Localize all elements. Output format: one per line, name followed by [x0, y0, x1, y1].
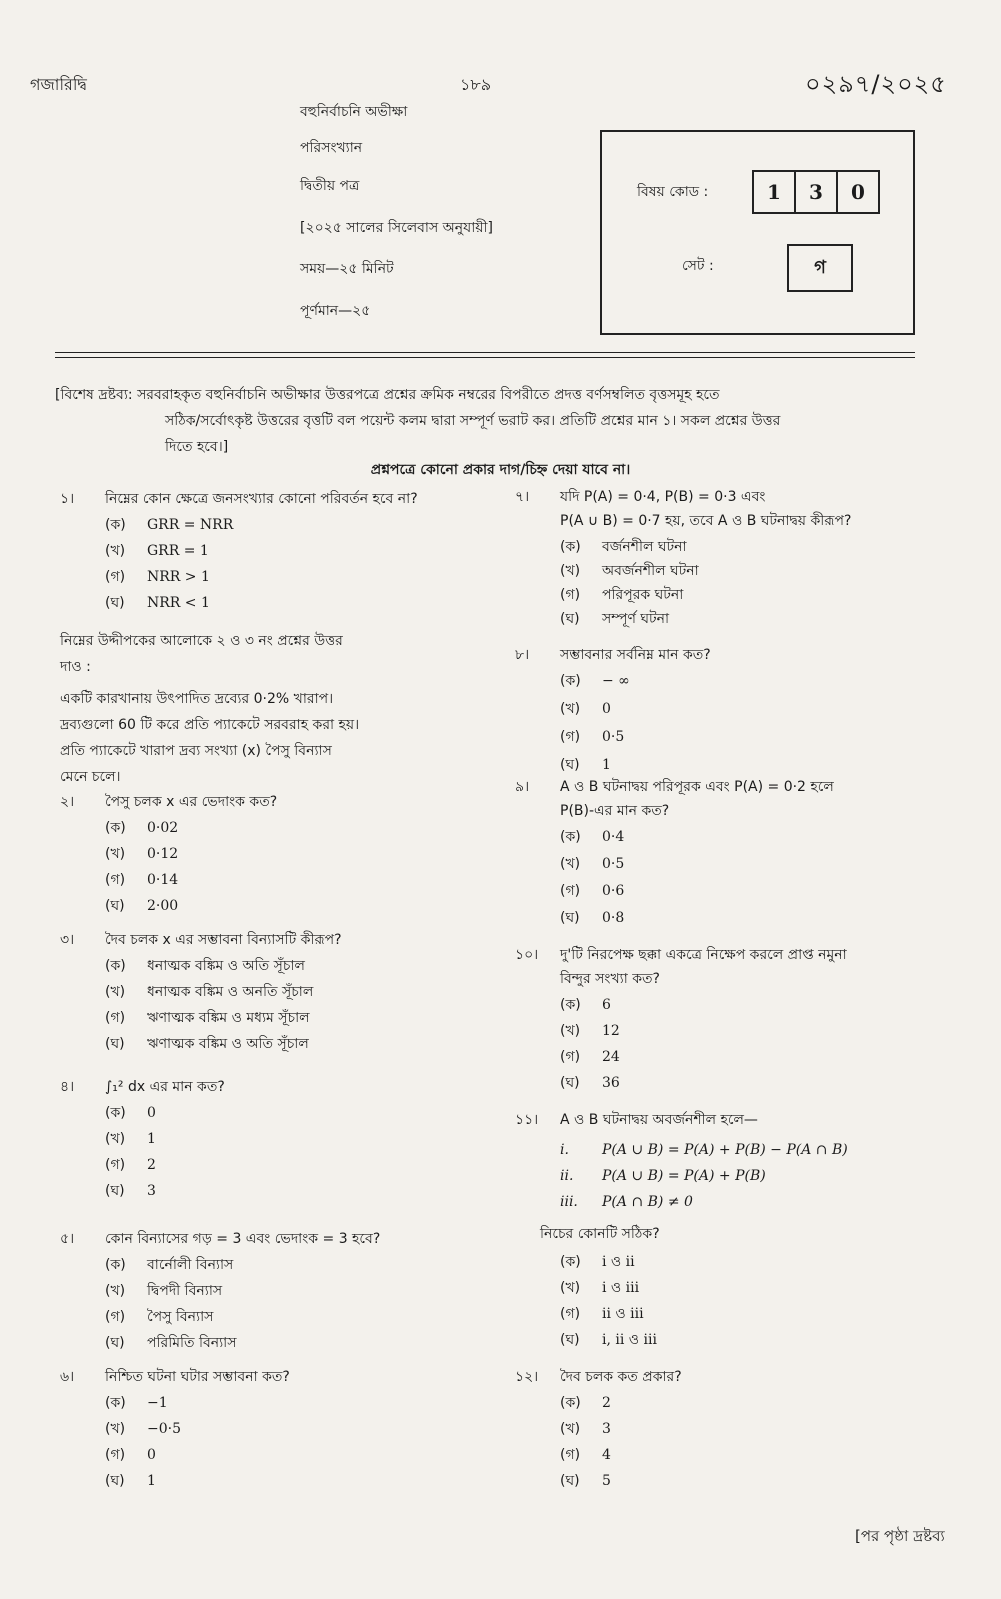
statement: [560, 1138, 848, 1162]
option-label: (ক): [105, 517, 126, 533]
option-text: বর্জনশীল ঘটনা: [602, 539, 687, 555]
option-text: 1: [147, 1473, 156, 1489]
statement: [560, 1164, 766, 1188]
option: [560, 607, 669, 631]
question-text: দৈব চলক x এর সম্ভাবনা বিন্যাসটি কীরূপ?: [105, 932, 342, 948]
option-text: 1: [602, 757, 611, 773]
serial-number: ০২৯৭/২০২৫: [805, 70, 947, 98]
code-digit: 0: [851, 180, 865, 204]
option: [105, 539, 209, 563]
question-text-cont: বিন্দুর সংখ্যা কত?: [560, 971, 660, 987]
question-prompt: নিচের কোনটি সঠিক?: [540, 1226, 660, 1242]
next-page-note: [পর পৃষ্ঠা দ্রষ্টব্য: [855, 1527, 945, 1545]
option-label: (ক): [105, 1395, 126, 1411]
question-number: ১০।: [515, 947, 539, 963]
option: [105, 1331, 236, 1355]
option-text: 3: [147, 1183, 156, 1199]
option: [560, 879, 624, 903]
page-number: ১৮৯: [460, 75, 492, 94]
option-label: (ক): [560, 997, 581, 1013]
option-label: (ক): [560, 1254, 581, 1270]
option-label: (খ): [105, 984, 126, 1000]
option-text: দ্বিপদী বিন্যাস: [147, 1283, 223, 1299]
question-text: সম্ভাবনার সর্বনিম্ন মান কত?: [560, 647, 711, 663]
option: [560, 825, 624, 849]
question-text: পৈসু চলক x এর ভেদাংক কত?: [105, 794, 278, 810]
option-label: (ঘ): [560, 757, 580, 773]
subject-code-box: [600, 130, 915, 335]
option-text: 0·6: [602, 883, 625, 899]
special-note: [55, 382, 925, 455]
option-text: 0: [147, 1105, 156, 1121]
exam-type: বহুনির্বাচনি অভীক্ষা: [300, 104, 408, 120]
option: [105, 1391, 168, 1415]
question-number: ২।: [60, 794, 75, 810]
question-number: ১১।: [515, 1112, 539, 1128]
option-label: (খ): [560, 1023, 581, 1039]
option-label: (খ): [105, 1131, 126, 1147]
option-text: −0·5: [147, 1421, 181, 1437]
option-label: (খ): [560, 563, 581, 579]
option-label: (গ): [560, 883, 581, 899]
question-text: নিম্নের কোন ক্ষেত্রে জনসংখ্যার কোনো পরিবর্তন হবে না?: [105, 491, 418, 507]
question-text-cont: P(A ∪ B) = 0·7 হয়, তবে A ও B ঘটনাদ্বয় কীরূপ?: [560, 513, 852, 529]
option-text: 0·14: [147, 872, 179, 888]
option-label: (ক): [560, 539, 581, 555]
option-label: (গ): [560, 587, 581, 603]
note-label: [বিশেষ দ্রষ্টব্য:: [55, 387, 133, 403]
subject-code-label: বিষয় কোড :: [637, 184, 709, 200]
option-text: 0·8: [602, 910, 625, 926]
option-text: i ও ii: [602, 1254, 635, 1270]
stem-body-line: দ্রব্যগুলো 60 টি করে প্রতি প্যাকেটে সরবরাহ করা হয়।: [60, 717, 360, 733]
option-text: সম্পূর্ণ ঘটনা: [602, 611, 670, 627]
divider: [55, 352, 915, 353]
option-label: (ঘ): [560, 611, 580, 627]
option-text: অবর্জনশীল ঘটনা: [602, 563, 699, 579]
question-number: ৮।: [515, 647, 530, 663]
question-text: নিশ্চিত ঘটনা ঘটার সম্ভাবনা কত?: [105, 1369, 290, 1385]
statement-text: P(A ∪ B) = P(A) + P(B) − P(A ∩ B): [602, 1142, 848, 1158]
exam-paper: দ্বিতীয় পত্র: [300, 178, 360, 194]
option-text: ঋণাত্মক বঙ্কিম ও মধ্যম সূঁচাল: [147, 1010, 310, 1026]
option: [560, 993, 611, 1017]
note-line1: সরবরাহকৃত বহুনির্বাচনি অভীক্ষার উত্তরপত্রে প্রশ্নের ক্রমিক নম্বরের বিপরীতে প্রদত্ত বর্ণসম্বলিত বৃত্তসমূহ হতে: [137, 387, 720, 403]
warning-text: প্রশ্নপত্রে কোনো প্রকার দাগ/চিহ্ন দেয়া যাবে না।: [370, 462, 631, 478]
stem-intro-line: দাও :: [60, 659, 91, 675]
option-label: (খ): [560, 856, 581, 872]
stem-body-line: একটি কারখানায় উৎপাদিত দ্রব্যের 0·2% খারাপ।: [60, 691, 334, 707]
option-text: 0·02: [147, 820, 179, 836]
option-text: 0·12: [147, 846, 179, 862]
question-text: A ও B ঘটনাদ্বয় অবর্জনশীল হলে—: [560, 1112, 758, 1128]
option: [105, 1179, 156, 1203]
code-digit: 3: [796, 172, 838, 212]
exam-syllabus: [২০২৫ সালের সিলেবাস অনুযায়ী]: [300, 220, 494, 236]
option-text: NRR > 1: [147, 569, 210, 585]
question-text: যদি P(A) = 0·4, P(B) = 0·3 এবং: [560, 489, 766, 505]
option-label: (গ): [105, 569, 126, 585]
option-text: 3: [602, 1421, 611, 1437]
option: [560, 1302, 644, 1326]
question-text: দু'টি নিরপেক্ষ ছক্কা একত্রে নিক্ষেপ করলে প্রাপ্ত নমুনা: [560, 947, 847, 963]
option: [560, 669, 630, 693]
option: [560, 1019, 620, 1043]
option: [560, 852, 624, 876]
option: [560, 753, 611, 777]
option-label: (খ): [560, 1421, 581, 1437]
option: [105, 954, 305, 978]
option: [105, 565, 210, 589]
option: [105, 1469, 156, 1493]
option: [105, 1253, 233, 1277]
exam-subject: পরিসংখ্যান: [300, 140, 363, 156]
option-label: (ক): [560, 829, 581, 845]
question-text-cont: P(B)-এর মান কত?: [560, 803, 670, 819]
option: [105, 868, 178, 892]
note-line3: দিতে হবে।]: [165, 439, 229, 455]
option-label: (ঘ): [560, 910, 580, 926]
option-label: (গ): [105, 872, 126, 888]
divider: [55, 357, 915, 358]
option: [105, 1153, 156, 1177]
option: [560, 906, 624, 930]
option-label: (ক): [560, 673, 581, 689]
option-text: 0·5: [602, 856, 625, 872]
option: [560, 583, 683, 607]
option-label: (ঘ): [105, 1335, 125, 1351]
option-label: (খ): [105, 543, 126, 559]
school-name: গজারিদ্বি: [30, 75, 87, 94]
question-number: ৪।: [60, 1079, 75, 1095]
option-text: 0·4: [602, 829, 625, 845]
option-label: (গ): [560, 1447, 581, 1463]
code-digit: 1: [754, 172, 796, 212]
option: [105, 842, 178, 866]
option-label: (খ): [105, 1283, 126, 1299]
option-text: ঋণাত্মক বঙ্কিম ও অতি সূঁচাল: [147, 1036, 309, 1052]
question-text: দৈব চলক কত প্রকার?: [560, 1369, 682, 1385]
option: [105, 1279, 222, 1303]
option-text: বার্নোলী বিন্যাস: [147, 1257, 234, 1273]
option-text: ii ও iii: [602, 1306, 644, 1322]
option-label: (ক): [105, 820, 126, 836]
stem-intro-line: নিম্নের উদ্দীপকের আলোকে ২ ও ৩ নং প্রশ্নের উত্তর: [60, 633, 343, 649]
set-value: গ: [787, 244, 853, 292]
option-text: 6: [602, 997, 611, 1013]
option-label: (খ): [560, 1280, 581, 1296]
option-text: 0·5: [602, 729, 625, 745]
option-text: ধনাত্মক বঙ্কিম ও অনতি সূঁচাল: [147, 984, 314, 1000]
question-text: কোন বিন্যাসের গড় = 3 এবং ভেদাংক = 3 হবে?: [105, 1231, 381, 1247]
option: [560, 1250, 635, 1274]
question-number: ৭।: [515, 489, 530, 505]
option-label: (খ): [105, 1421, 126, 1437]
option: [105, 1032, 309, 1056]
option: [560, 1276, 639, 1300]
option-label: (ঘ): [105, 595, 125, 611]
option-label: (গ): [560, 729, 581, 745]
option-text: i ও iii: [602, 1280, 640, 1296]
option-label: (ক): [105, 1105, 126, 1121]
subject-code-digits: [752, 170, 880, 214]
statement: [560, 1190, 693, 1214]
statement-text: P(A ∩ B) ≠ 0: [602, 1194, 693, 1210]
option: [560, 559, 699, 583]
option-label: (ঘ): [560, 1332, 580, 1348]
statement-label: iii.: [560, 1194, 578, 1210]
option-text: − ∞: [602, 673, 630, 689]
option: [560, 697, 611, 721]
option-text: ধনাত্মক বঙ্কিম ও অতি সূঁচাল: [147, 958, 305, 974]
option-text: 12: [602, 1023, 620, 1039]
option: [560, 1391, 611, 1415]
option: [560, 1328, 657, 1352]
option-label: (গ): [105, 1309, 126, 1325]
statement-label: ii.: [560, 1168, 574, 1184]
option-text: −1: [147, 1395, 168, 1411]
option: [560, 725, 624, 749]
option-label: (ক): [105, 958, 126, 974]
option-text: i, ii ও iii: [602, 1332, 657, 1348]
option-label: (গ): [560, 1306, 581, 1322]
option-label: (ক): [105, 1257, 126, 1273]
option-text: 4: [602, 1447, 611, 1463]
question-number: ৯।: [515, 779, 530, 795]
option-text: 24: [602, 1049, 620, 1065]
option: [105, 1417, 181, 1441]
option-label: (গ): [105, 1447, 126, 1463]
option-text: পরিপূরক ঘটনা: [602, 587, 684, 603]
option: [105, 1443, 156, 1467]
option: [560, 1417, 611, 1441]
option-label: (ঘ): [560, 1075, 580, 1091]
option: [105, 1127, 156, 1151]
option-text: 1: [147, 1131, 156, 1147]
option: [560, 1469, 611, 1493]
question-text: A ও B ঘটনাদ্বয় পরিপূরক এবং P(A) = 0·2 হলে: [560, 779, 834, 795]
option-label: (ঘ): [105, 1473, 125, 1489]
option-label: (ঘ): [105, 1036, 125, 1052]
option-label: (ঘ): [105, 1183, 125, 1199]
option-text: 2: [147, 1157, 156, 1173]
option: [560, 1045, 620, 1069]
question-number: ৫।: [60, 1231, 75, 1247]
option-text: 2: [602, 1395, 611, 1411]
option: [105, 980, 313, 1004]
option-text: 0: [147, 1447, 156, 1463]
option-text: 2·00: [147, 898, 179, 914]
option: [105, 1006, 310, 1030]
option: [105, 816, 178, 840]
set-label: সেট :: [682, 258, 714, 274]
option-label: (গ): [105, 1010, 126, 1026]
option-text: 5: [602, 1473, 611, 1489]
option: [560, 1071, 620, 1095]
option-label: (ঘ): [105, 898, 125, 914]
option-text: GRR = NRR: [147, 517, 234, 533]
question-number: ১২।: [515, 1369, 539, 1385]
stem-intro: [60, 628, 470, 680]
option-label: (গ): [560, 1049, 581, 1065]
option: [560, 1443, 611, 1467]
option-text: 0: [602, 701, 611, 717]
option-label: (ঘ): [560, 1473, 580, 1489]
stem-body-line: প্রতি প্যাকেটে খারাপ দ্রব্য সংখ্যা (x) পৈসু বিন্যাস: [60, 743, 332, 759]
option: [105, 1101, 156, 1125]
question-number: ১।: [60, 491, 75, 507]
question-number: ৬।: [60, 1369, 75, 1385]
option-text: NRR < 1: [147, 595, 210, 611]
option-label: (ক): [560, 1395, 581, 1411]
option-text: পৈসু বিন্যাস: [147, 1309, 214, 1325]
option: [105, 894, 178, 918]
statement-text: P(A ∪ B) = P(A) + P(B): [602, 1168, 766, 1184]
question-text: ∫₁² dx এর মান কত?: [105, 1079, 225, 1095]
note-line2: সঠিক/সর্বোৎকৃষ্ট উত্তরের বৃত্তটি বল পয়েন্ট কলম দ্বারা সম্পূর্ণ ভরাট কর। প্রতিটি প্রশ্নের মান ১। সকল প্রশ্নের উত্তর: [165, 413, 781, 429]
stem-body-line: মেনে চলে।: [60, 769, 121, 785]
option: [560, 535, 687, 559]
exam-marks: পূর্ণমান—২৫: [300, 303, 371, 319]
option: [105, 591, 210, 615]
stem-body: [60, 686, 470, 790]
option: [105, 1305, 213, 1329]
exam-time: সময়—২৫ মিনিট: [300, 261, 394, 277]
option-text: GRR = 1: [147, 543, 209, 559]
option-text: 36: [602, 1075, 620, 1091]
option-label: (গ): [105, 1157, 126, 1173]
option-label: (খ): [560, 701, 581, 717]
question-number: ৩।: [60, 932, 75, 948]
statement-label: i.: [560, 1142, 569, 1158]
option: [105, 513, 233, 537]
option-text: পরিমিতি বিন্যাস: [147, 1335, 237, 1351]
option-label: (খ): [105, 846, 126, 862]
